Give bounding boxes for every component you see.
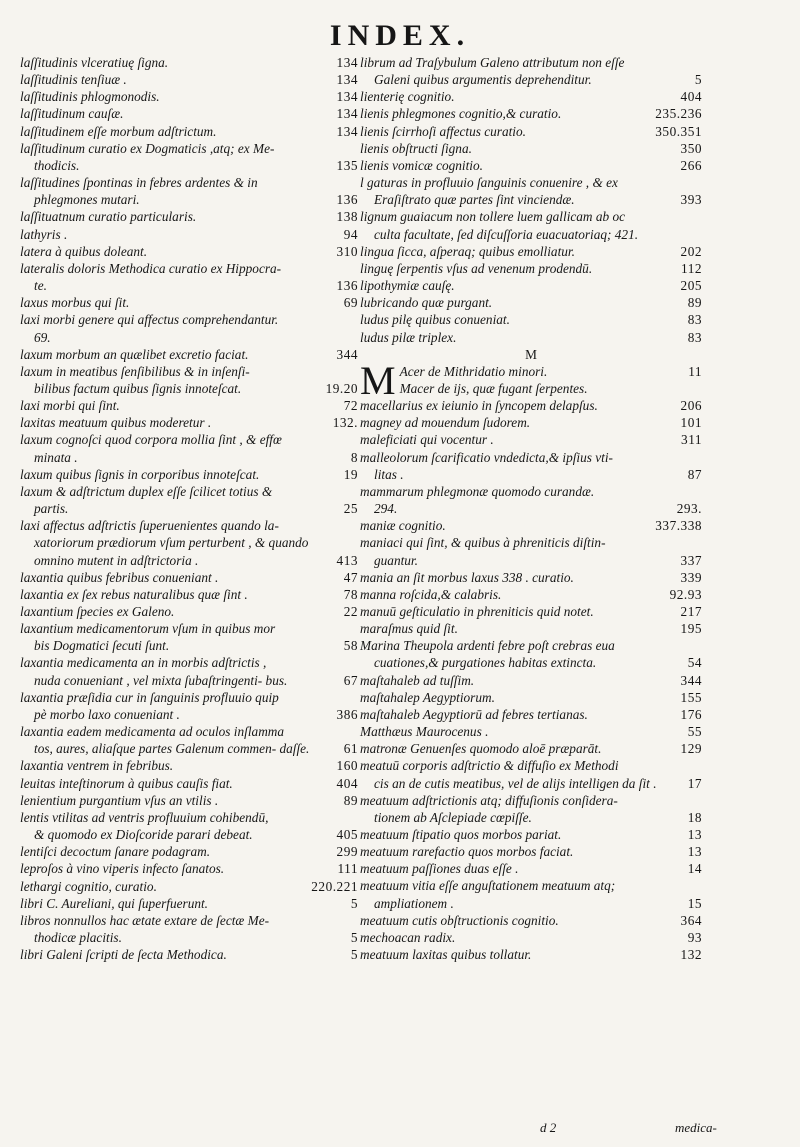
entry-text: laxum morbum an quælibet excretio faciat. <box>20 346 249 362</box>
index-entry <box>360 877 702 911</box>
entry-continuation: 294. <box>374 501 398 517</box>
index-entry <box>360 517 702 534</box>
index-entry <box>360 260 702 277</box>
page-reference: 176 <box>680 706 702 722</box>
page-reference: 134 <box>336 89 358 105</box>
page-reference: 54 <box>687 655 702 671</box>
entry-text: laxantia ventrem in febribus. <box>20 758 174 774</box>
index-entry <box>360 140 702 157</box>
entry-text: mania an ſit morbus laxus 338 . curatio. <box>360 569 574 585</box>
entry-text: laſſituatnum curatio particularis. <box>20 209 197 225</box>
entry-text: maraſmus quid ſit. <box>360 621 458 637</box>
entry-text: meatuum paſſiones duas eſſe . <box>360 861 519 877</box>
index-entry <box>20 54 358 71</box>
page-reference: 134 <box>336 72 358 88</box>
page-reference: 404 <box>336 775 358 791</box>
entry-text: meatuum cutis obſtructionis cognitio. <box>360 912 559 928</box>
index-entry <box>360 586 702 603</box>
entry-text: ludus pilæ triplex. <box>360 329 457 345</box>
page-reference: 195 <box>680 621 702 637</box>
entry-text: lateralis doloris Methodica curatio ex Hippocra- <box>20 260 282 276</box>
index-entry <box>20 689 358 723</box>
entry-continuation: nuda conueniant , vel mixta ſubaſtringenti- bus. <box>34 672 288 688</box>
page-reference: 61 <box>343 741 358 757</box>
entry-text: laſſitudinum cauſæ. <box>20 106 124 122</box>
entry-text: laſſitudinem eſſe morbum adſtrictum. <box>20 123 217 139</box>
index-entry <box>360 123 702 140</box>
page-reference: 299 <box>336 844 358 860</box>
page-reference: 112 <box>681 260 702 276</box>
index-entry <box>20 174 358 208</box>
entry-continuation: xatoriorum prædiorum vſum perturbent , & quando omnino mutent in adſtrictoria . <box>34 535 309 568</box>
index-entry <box>360 860 702 877</box>
entry-text: laxi affectus adſtrictis ſuperuenientes quando la- <box>20 518 279 534</box>
index-entry <box>20 483 358 517</box>
page-reference: 93 <box>687 929 702 945</box>
index-entry <box>360 912 702 929</box>
entry-text: lenientium purgantium vſus an vtilis . <box>20 792 219 808</box>
index-entry <box>20 123 358 140</box>
index-entry <box>20 843 358 860</box>
page-reference: 14 <box>687 861 702 877</box>
page-reference: 47 <box>343 569 358 585</box>
page-reference: 350.351 <box>655 123 702 139</box>
index-entry <box>20 363 358 397</box>
entry-text: laſſitudines ſpontinas in febres ardentes & in <box>20 175 258 191</box>
page-reference: 5 <box>350 895 358 911</box>
page-reference: 220.221 <box>311 878 358 894</box>
entry-text: laxi morbi genere qui affectus comprehendantur. <box>20 312 279 328</box>
entry-continuation: tionem ab Aſclepiade cœpiſſe. <box>374 809 532 825</box>
page-reference: 134 <box>336 55 358 70</box>
drop-cap: M <box>360 357 396 403</box>
index-entry <box>20 603 358 620</box>
page-reference: 5 <box>350 947 358 963</box>
index-entry <box>20 586 358 603</box>
page-reference: 337 <box>680 552 702 568</box>
entry-continuation: cuationes,& purgationes habitas extincta. <box>374 655 597 671</box>
entry-text: lingua ſicca, aſperaq; quibus emolliatur. <box>360 243 575 259</box>
page-reference: 217 <box>680 603 702 619</box>
entry-text: libros nonnullos hac ætate extare de ſectæ Me- <box>20 912 270 928</box>
page-reference: 5 <box>694 72 702 88</box>
index-entry <box>20 311 358 345</box>
page-reference: 393 <box>680 192 702 208</box>
entry-text: maſtahalep Aegyptiorum. <box>360 689 495 705</box>
entry-text: leuitas inteſtinorum à quibus cauſis fiat. <box>20 775 233 791</box>
entry-text: laſſitudinis phlogmonodis. <box>20 89 160 105</box>
page-reference: 405 <box>336 827 358 843</box>
entry-continuation: 69. <box>34 329 51 345</box>
entry-text: maniaci qui ſint, & quibus à phreniticis diſtin- <box>360 535 606 551</box>
index-entry <box>20 946 358 963</box>
page-reference: 134 <box>336 123 358 139</box>
entry-text: l gaturas in profluuio ſanguinis conuenire , & ex <box>360 175 618 191</box>
index-entry <box>20 912 358 946</box>
entry-continuation: phlegmones mutari. <box>34 192 140 208</box>
entry-text: lubricando quæ purgant. <box>360 295 493 311</box>
page-reference: 94 <box>343 226 358 242</box>
page-reference: 136 <box>336 192 358 208</box>
page-reference: 101 <box>680 415 702 431</box>
entry-text: lienis phlegmones cognitio,& curatio. <box>360 106 562 122</box>
index-entry <box>20 105 358 122</box>
entry-text: Marina Theupola ardenti febre poſt crebras eua <box>360 638 615 654</box>
index-entry <box>360 946 702 963</box>
page-reference: 111 <box>337 861 358 877</box>
page-reference: 138 <box>336 209 358 225</box>
entry-continuation: te. <box>34 278 47 294</box>
index-entry <box>360 620 702 637</box>
index-entry <box>360 277 702 294</box>
entry-text: meatuum laxitas quibus tollatur. <box>360 947 532 963</box>
index-entry <box>360 397 702 414</box>
entry-text: laxum cognoſci quod corpora mollia ſint , & effœ <box>20 432 282 448</box>
page-reference: 413 <box>336 552 358 568</box>
index-entry <box>360 329 702 346</box>
entry-continuation: Galeni quibus argumentis deprehenditur. <box>374 72 592 88</box>
entry-text: lathyris . <box>20 226 68 242</box>
entry-text: manuū geſticulatio in phreniticis quid notet. <box>360 603 594 619</box>
entry-continuation: thodicis. <box>34 157 80 173</box>
page-reference: 89 <box>343 792 358 808</box>
page-reference: 17 <box>687 775 702 791</box>
index-entry <box>360 637 702 671</box>
entry-text: manna roſcida,& calabris. <box>360 586 502 602</box>
index-entry <box>360 380 702 397</box>
index-entry <box>360 672 702 689</box>
entry-text: meatuū corporis adſtrictio & diffuſio ex Methodi <box>360 758 619 774</box>
page-reference: 404 <box>680 89 702 105</box>
index-entry <box>20 517 358 568</box>
entry-text: libri C. Aureliani, qui ſuperfuerunt. <box>20 895 209 911</box>
entry-text: lentiſci decoctum ſanare podagram. <box>20 844 211 860</box>
entry-text: laſſitudinum curatio ex Dogmaticis ,atq; ex Me- <box>20 140 275 156</box>
index-entry <box>360 792 702 826</box>
entry-text: laxantium medicamentorum vſum in quibus mor <box>20 621 276 637</box>
entry-continuation: minata . <box>34 449 78 465</box>
index-entry <box>20 260 358 294</box>
entry-text: laxantia medicamenta an in morbis adſtrictis , <box>20 655 267 671</box>
index-entry <box>360 706 702 723</box>
page-reference: 78 <box>343 586 358 602</box>
page-reference: 344 <box>680 672 702 688</box>
page-reference: 386 <box>336 706 358 722</box>
index-entry <box>360 88 702 105</box>
entry-text: laxus morbus qui ſit. <box>20 295 130 311</box>
entry-text: laxantia præſidia cur in ſanguinis profluuio quip <box>20 689 279 705</box>
entry-continuation: Eraſiſtrato quæ partes ſint vinciendæ. <box>374 192 575 208</box>
page-reference: 206 <box>680 398 702 414</box>
entry-text: ludus pilę quibus conueniat. <box>360 312 510 328</box>
page-reference: 92.93 <box>669 586 702 602</box>
page-reference: 19.20 <box>325 380 358 396</box>
entry-text: Acer de Mithridatio minori. <box>399 363 548 379</box>
entry-text: maniæ cognitio. <box>360 518 446 534</box>
entry-continuation: bilibus factum quibus ſignis innoteſcat. <box>34 380 242 396</box>
page-reference: 135 <box>336 157 358 173</box>
entry-text: lignum guaiacum non tollere luem gallicam ab oc <box>360 209 626 225</box>
index-entry <box>360 174 702 208</box>
entry-text: macellarius ex ieiunio in ſyncopem delapſus. <box>360 398 598 414</box>
entry-text: laxantia ex ſex rebus naturalibus quæ ſint . <box>20 586 248 602</box>
entry-text: laſſitudinis vlceratiuę ſigna. <box>20 55 169 70</box>
entry-continuation: partis. <box>34 501 69 517</box>
page-reference: 310 <box>336 243 358 259</box>
index-entry <box>20 71 358 88</box>
page-reference: 155 <box>680 689 702 705</box>
section-letter: M <box>525 346 537 362</box>
entry-continuation: bis Dogmatici ſecuti ſunt. <box>34 638 170 654</box>
page-reference: 69 <box>343 295 358 311</box>
index-entry <box>360 757 702 791</box>
page-reference: 8 <box>350 449 358 465</box>
index-entry <box>360 414 702 431</box>
entry-text: librum ad Traſybulum Galeno attributum non eſſe <box>360 55 625 70</box>
entry-text: leproſos à vino viperis infecto ſanatos. <box>20 861 225 877</box>
page-reference: 134 <box>336 106 358 122</box>
index-entry <box>360 54 702 88</box>
index-entry <box>20 809 358 843</box>
index-entry <box>360 105 702 122</box>
entry-text: lethargi cognitio, curatio. <box>20 878 157 894</box>
index-entry <box>360 689 702 706</box>
entry-text: Macer de ijs, quæ fugant ſerpentes. <box>399 380 588 396</box>
index-entry <box>20 620 358 654</box>
page-reference: 11 <box>688 363 702 379</box>
entry-text: lienis vomicæ cognitio. <box>360 157 483 173</box>
page-reference: 202 <box>680 243 702 259</box>
page-reference: 83 <box>687 329 702 345</box>
index-entry <box>20 226 358 243</box>
entry-text: laxum quibus ſignis in corporibus innoteſcat. <box>20 466 260 482</box>
entry-continuation: thodicæ placitis. <box>34 929 122 945</box>
page-reference: 55 <box>687 724 702 740</box>
page-reference: 25 <box>343 501 358 517</box>
page-reference: 132 <box>680 947 702 963</box>
entry-text: libri Galeni ſcripti de ſecta Methodica. <box>20 947 227 963</box>
page-reference: 87 <box>687 466 702 482</box>
entry-text: meatuum ſtipatio quos morbos pariat. <box>360 827 562 843</box>
index-entry <box>20 431 358 465</box>
index-entry <box>360 740 702 757</box>
page-reference: 350 <box>680 140 702 156</box>
index-entry <box>360 483 702 517</box>
page-title: INDEX. <box>329 19 471 52</box>
page-reference: 83 <box>687 312 702 328</box>
index-entry <box>360 311 702 328</box>
entry-text: laxi morbi qui ſint. <box>20 398 120 414</box>
entry-text: laxantia eadem medicamenta ad oculos inſlamma <box>20 724 285 740</box>
entry-continuation: ampliationem . <box>374 895 454 911</box>
index-entry <box>360 294 702 311</box>
entry-text: laxantia quibus febribus conueniant . <box>20 569 219 585</box>
index-entry <box>360 569 702 586</box>
entry-continuation: litas . <box>374 466 404 482</box>
index-entry <box>360 603 702 620</box>
entry-text: lienis ſcirrhoſi affectus curatio. <box>360 123 526 139</box>
entry-continuation: culta facultate, ſed diſcuſſoria euacuatoriaq; 421. <box>374 226 639 242</box>
entry-text: maleficiati qui vocentur . <box>360 432 494 448</box>
page-reference: 136 <box>336 278 358 294</box>
index-entry <box>360 449 702 483</box>
page-reference: 19 <box>343 466 358 482</box>
index-entry <box>360 826 702 843</box>
page-reference: 89 <box>687 295 702 311</box>
index-entry <box>360 843 702 860</box>
entry-text: maſtahaleb Aegyptiorū ad febres tertianas. <box>360 706 588 722</box>
index-entry <box>20 878 358 895</box>
index-column-left <box>20 54 358 963</box>
entry-continuation: tos, aures, aliaſque partes Galenum commen- daſſe. <box>34 741 310 757</box>
index-entry <box>360 157 702 174</box>
page-reference: 364 <box>680 912 702 928</box>
entry-text: lentis vtilitas ad ventris profluuium cohibendū, <box>20 809 269 825</box>
signature-mark: d 2 <box>540 1120 557 1135</box>
entry-text: meatuum vitia eſſe anguſtationem meatuum atq; <box>360 878 616 894</box>
entry-text: Matthæus Maurocenus . <box>360 724 489 740</box>
index-entry <box>360 208 702 242</box>
index-entry <box>360 534 702 568</box>
index-entry <box>20 723 358 757</box>
entry-text: mechoacan radix. <box>360 929 456 945</box>
index-entry <box>20 208 358 225</box>
entry-text: laxantium ſpecies ex Galeno. <box>20 604 175 619</box>
index-entry <box>20 140 358 174</box>
page-reference: 311 <box>681 432 702 448</box>
index-entry <box>20 775 358 792</box>
index-entry <box>360 723 702 740</box>
index-entry <box>20 243 358 260</box>
page-reference: 344 <box>336 346 358 362</box>
entry-text: laxum in meatibus ſenſibilibus & in inſenſi- <box>20 363 250 379</box>
entry-continuation: guantur. <box>374 552 418 568</box>
page-reference: 22 <box>343 604 358 619</box>
index-entry <box>360 243 702 260</box>
index-entry <box>20 88 358 105</box>
page-reference: 205 <box>680 278 702 294</box>
entry-text: lipothymiæ cauſę. <box>360 278 455 294</box>
page-reference: 160 <box>336 758 358 774</box>
entry-text: laxum & adſtrictum duplex eſſe ſcilicet totius & <box>20 483 273 499</box>
page-reference: 58 <box>343 638 358 654</box>
page-reference: 13 <box>687 827 702 843</box>
page-reference: 132. <box>332 415 358 431</box>
page-reference: 129 <box>680 741 702 757</box>
index-entry <box>20 346 358 363</box>
index-entry <box>360 431 702 448</box>
entry-text: magney ad mouendum ſudorem. <box>360 415 531 431</box>
entry-text: lienis obſtructi ſigna. <box>360 140 472 156</box>
page-reference: 5 <box>350 929 358 945</box>
entry-continuation: cis an de cutis meatibus, vel de alijs intelligen da ſit . <box>374 775 657 791</box>
index-entry <box>20 792 358 809</box>
index-column-right <box>360 54 702 963</box>
page-reference: 18 <box>687 809 702 825</box>
entry-text: linguę ſerpentis vſus ad venenum prodendū. <box>360 260 593 276</box>
page-reference: 293. <box>676 501 702 517</box>
entry-text: malleolorum ſcarificatio vndedicta,& ipſius vti- <box>360 449 613 465</box>
entry-continuation: & quomodo ex Dioſcoride parari debeat. <box>34 827 253 843</box>
entry-text: mammarum phlegmonæ quomodo curandæ. <box>360 483 595 499</box>
entry-text: matronæ Genuenſes quomodo aloē præparāt. <box>360 741 602 757</box>
index-entry <box>20 895 358 912</box>
index-entry <box>20 397 358 414</box>
index-entry <box>20 654 358 688</box>
page-reference: 235.236 <box>655 106 702 122</box>
index-entry <box>20 294 358 311</box>
index-entry <box>20 860 358 877</box>
page-reference: 13 <box>687 844 702 860</box>
entry-text: lienterię cognitio. <box>360 89 455 105</box>
index-entry <box>20 757 358 774</box>
page-reference: 266 <box>680 157 702 173</box>
page-reference: 339 <box>680 569 702 585</box>
page-reference: 67 <box>343 672 358 688</box>
entry-text: laxitas meatuum quibus moderetur . <box>20 415 212 431</box>
page-reference: 72 <box>343 398 358 414</box>
entry-text: latera à quibus doleant. <box>20 243 148 259</box>
index-entry <box>360 929 702 946</box>
page-reference: 337.338 <box>655 518 702 534</box>
index-entry <box>20 466 358 483</box>
entry-text: meatuum rarefactio quos morbos faciat. <box>360 844 574 860</box>
catchword: medica- <box>675 1120 717 1135</box>
index-entry <box>20 414 358 431</box>
entry-text: meatuum adſtrictionis atq; diffuſionis conſidera- <box>360 792 618 808</box>
index-entry <box>20 569 358 586</box>
page-reference: 15 <box>687 895 702 911</box>
entry-text: laſſitudinis tenſiuæ . <box>20 72 127 88</box>
entry-text: maſtahaleb ad tuſſim. <box>360 672 475 688</box>
entry-continuation: pè morbo laxo conueniant . <box>34 706 180 722</box>
